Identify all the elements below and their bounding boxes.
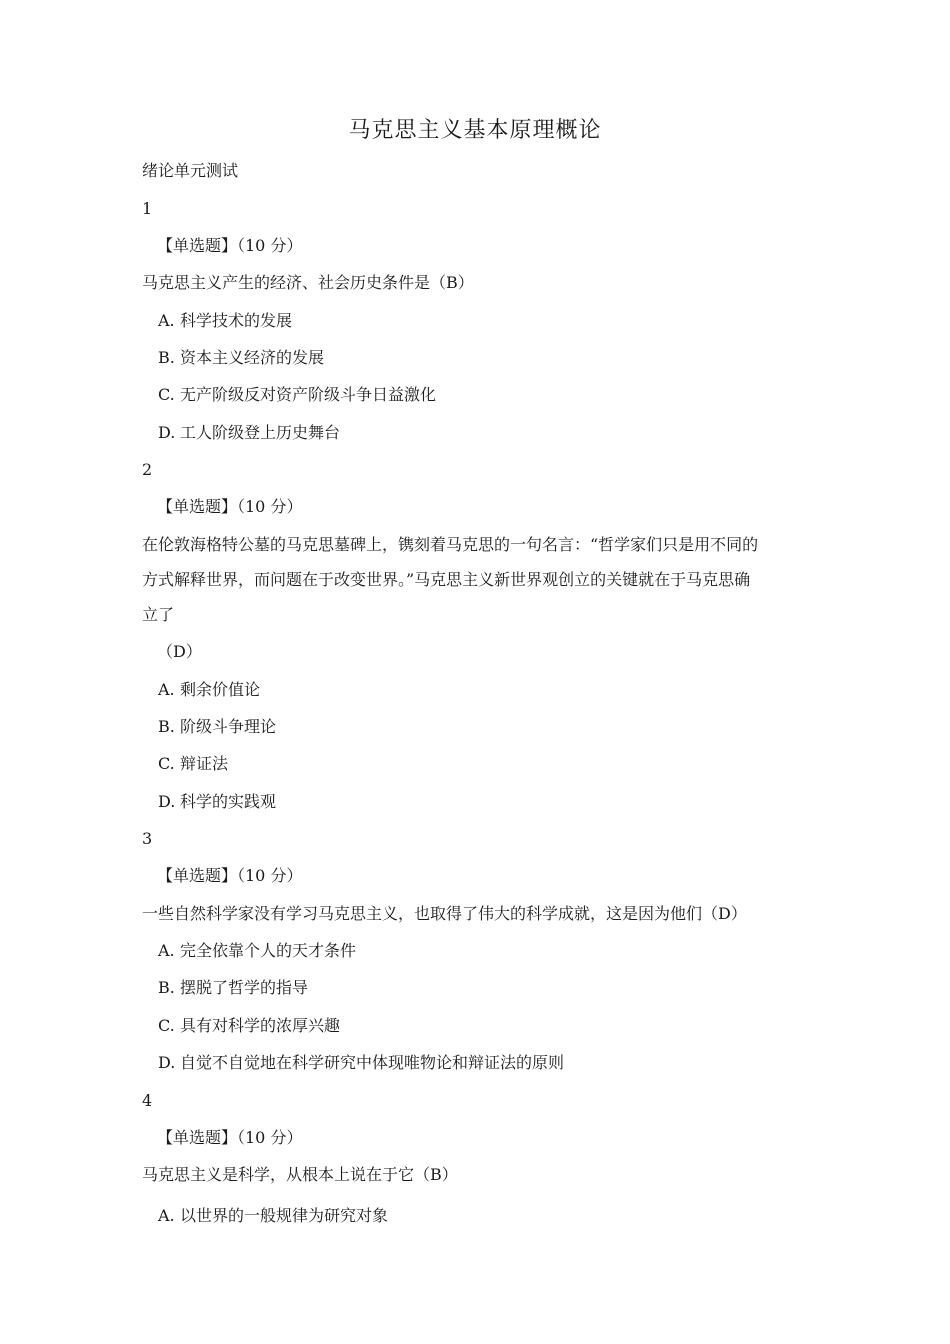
question-number: 4 [142,1091,153,1110]
question-number: 2 [142,460,153,479]
option-a [158,941,356,961]
option-letter: A. [158,941,175,960]
option-letter: B. [158,348,175,367]
option-letter: D. [158,1053,176,1072]
option-a [158,680,260,700]
option-d [158,792,276,812]
option-text: 科学的实践观 [180,792,277,811]
question-stem: 一些自然科学家没有学习马克思主义，也取得了伟大的科学成就，这是因为他们（D） [142,904,747,923]
option-letter: A. [158,1206,175,1225]
option-b [158,978,308,998]
option-text: 无产阶级反对资产阶级斗争日益激化 [180,385,437,404]
option-letter: D. [158,792,176,811]
option-text: 阶级斗争理论 [180,717,277,736]
option-letter: C. [158,385,175,404]
question-stem: 在伦敦海格特公墓的马克思墓碑上，镌刻着马克思的一句名言：“哲学家们只是用不同的 [142,535,759,554]
option-c [158,754,228,774]
option-letter: D. [158,423,176,442]
question-number: 3 [142,829,153,848]
option-text: 辩证法 [180,754,229,773]
option-a [158,311,292,331]
option-text: 摆脱了哲学的指导 [180,978,309,997]
answer-label: （D） [157,642,202,661]
option-letter: A. [158,311,175,330]
question-type: 【单选题】（10 分） [157,236,303,255]
option-c [158,385,436,405]
option-b [158,717,276,737]
option-letter: C. [158,1016,175,1035]
option-text: 资本主义经济的发展 [180,348,325,367]
option-text: 科学技术的发展 [180,311,293,330]
question-number: 1 [142,199,153,218]
section-heading: 绪论单元测试 [142,161,239,180]
option-letter: B. [158,717,175,736]
option-d [158,1053,564,1073]
question-stem: 立了 [142,605,175,624]
option-text: 具有对科学的浓厚兴趣 [180,1016,341,1035]
question-type: 【单选题】（10 分） [157,497,303,516]
option-letter: C. [158,754,175,773]
option-c [158,1016,340,1036]
option-text: 剩余价值论 [180,680,261,699]
option-text: 自觉不自觉地在科学研究中体现唯物论和辩证法的原则 [180,1053,565,1072]
question-type: 【单选题】（10 分） [157,1128,303,1147]
option-text: 工人阶级登上历史舞台 [180,423,341,442]
option-letter: A. [158,680,175,699]
option-b [158,348,324,368]
option-letter: B. [158,978,175,997]
question-stem: 马克思主义产生的经济、社会历史条件是（B） [142,273,474,292]
question-stem: 方式解释世界，而问题在于改变世界。”马克思主义新世界观创立的关键就在于马克思确 [142,570,751,589]
option-d [158,423,340,443]
option-a [158,1206,388,1226]
question-type: 【单选题】（10 分） [157,866,303,885]
document-title: 马克思主义基本原理概论 [348,118,602,143]
option-text: 以世界的一般规律为研究对象 [180,1206,389,1225]
question-stem: 马克思主义是科学，从根本上说在于它（B） [142,1165,458,1184]
option-text: 完全依靠个人的天才条件 [180,941,357,960]
